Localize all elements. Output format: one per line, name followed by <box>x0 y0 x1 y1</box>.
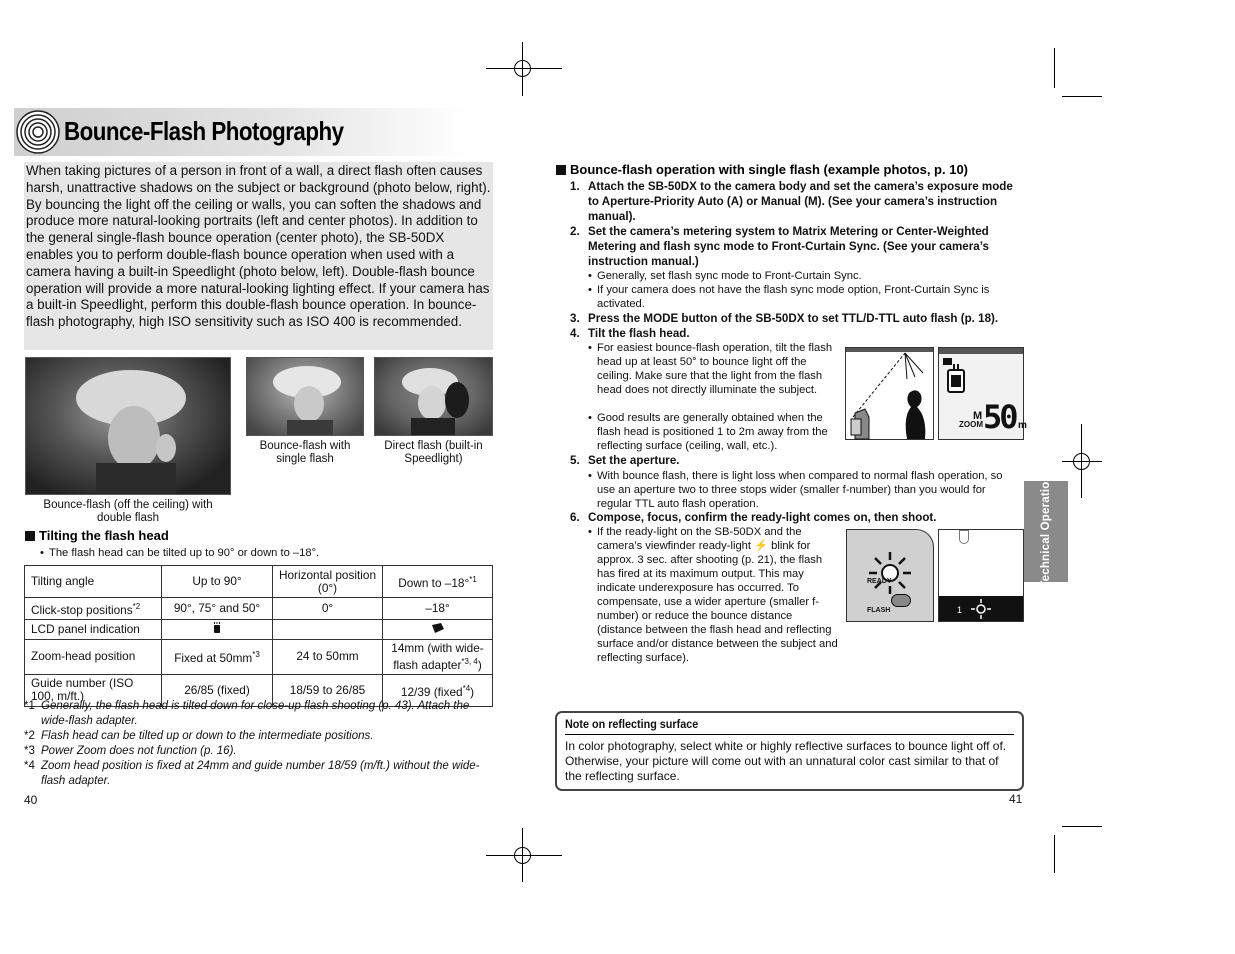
table-cell: Up to 90° <box>162 566 273 598</box>
crop-mark <box>1062 96 1102 97</box>
tilting-heading: Tilting the flash head <box>25 528 169 543</box>
table-cell: Fixed at $50mm^{*3}$ <box>162 639 273 674</box>
flash-ready-light-illustration <box>846 529 934 622</box>
table-row <box>25 598 493 620</box>
lcd-zoom-value: 50 <box>983 398 1016 436</box>
table-cell: 14mm (with wide-flash adapter$^{*3, 4}$) <box>383 639 493 674</box>
flash-head-up-icon <box>212 622 222 634</box>
tilting-bullet: • The flash head can be tilted up to 90° or down to –18°. <box>40 547 320 559</box>
step-4-bullet: • Good results are generally obtained when the flash head is positioned 1 to 2m away from the reflecting surface (ceiling, wall, etc.). <box>588 412 828 452</box>
footnote: *1 Generally, the flash head is tilted down for close-up flash shooting (p. 43). Attach the wide-flash adapter. <box>24 700 470 727</box>
step-5-bullet: • With bounce flash, there is light loss when compared to normal flash operation, so use an aperture two to three stops wider (smaller f-number) than you would for regular TTL auto flash operation. <box>588 470 1003 510</box>
registration-circle <box>514 847 531 864</box>
table-cell <box>273 619 383 639</box>
page-number-right: 41 <box>1009 792 1023 806</box>
step-2: 2. Set the camera’s metering system to Matrix Metering or Center-Weighted Metering and flash sync mode to Front-Curtain Sync. (See your camera’s instruction manual.) <box>570 225 989 268</box>
table-cell: LCD panel indication <box>25 619 162 639</box>
table-cell <box>383 619 493 639</box>
tilting-table <box>24 565 493 707</box>
photo-caption: Bounce-flash (off the ceiling) with double flash <box>43 499 213 524</box>
photo-caption: Bounce-flash with single flash <box>259 440 351 465</box>
note-box <box>555 711 1024 791</box>
table-row <box>25 639 493 674</box>
page-title: Bounce-Flash Photography <box>64 116 344 146</box>
bounce-heading: Bounce-flash operation with single flash (example photos, p. 10) <box>556 162 968 177</box>
lcd-panel-illustration <box>938 347 1027 440</box>
crop-mark <box>1062 826 1102 827</box>
side-tab-label: Technical Operation <box>1040 474 1052 588</box>
table-cell: Down to –18°$^{*1}$ <box>383 566 493 598</box>
lcd-zoom-label: ZOOM <box>959 420 983 429</box>
registration-circle <box>514 60 531 77</box>
lcd-unit: m <box>1018 420 1027 431</box>
footnote: *4 Zoom head position is fixed at 24mm and guide number 18/59 (m/ft.) without the wide-flash adapter. <box>24 760 480 787</box>
step-2-bullet: • If your camera does not have the flash sync mode option, Front-Curtain Sync is activated. <box>588 284 990 310</box>
table-cell: 12/39 (fixed$^{*4}$) <box>383 674 493 706</box>
portrait-photo-double-flash <box>25 357 231 495</box>
note-title: Note on reflecting surface <box>565 717 699 731</box>
viewfinder-illustration <box>938 529 1024 622</box>
concentric-circles-icon <box>16 110 60 154</box>
table-cell: 90°, 75° and 50° <box>162 598 273 620</box>
step-4: 4. Tilt the flash head. <box>570 327 690 340</box>
table-cell: 26/85 (fixed) <box>162 674 273 706</box>
step-1: 1. Attach the SB-50DX to the camera body and set the camera’s exposure mode to Aperture-Priority Auto (A) or Manual (M). (See your camera’s instruction manual). <box>570 180 1013 223</box>
bounce-flash-illustration <box>845 347 934 440</box>
footnote: *3 Power Zoom does not function (p. 16). <box>24 745 237 757</box>
table-cell: 0° <box>273 598 383 620</box>
flash-button <box>891 594 911 607</box>
step-4-bullet: • For easiest bounce-flash operation, tilt the flash head up at least 50° to bounce light off the ceiling. Make sure that the light from the flash head does not directly illuminate the subject. <box>588 342 833 396</box>
table-cell: 24 to 50mm <box>273 639 383 674</box>
step-3: 3. Press the MODE button of the SB-50DX to set TTL/D-TTL auto flash (p. 18). <box>570 312 999 325</box>
table-cell: Click-stop positions$^{*2}$ <box>25 598 162 620</box>
step-6-bullet: • If the ready-light on the SB-50DX and the camera’s viewfinder ready-light ⚡ blink for approx. 3 sec. after shooting (p. 21), the flash has fired at its maximum output. This may indicate underexposure has occurred. To compensate, use a wider aperture (smaller f-number) or reduce the bounce distance (distance between the flash head and reflecting surface and/or distance between the subject and reflecting surface). <box>588 526 838 664</box>
viewfinder-ready-light-icon <box>957 598 997 620</box>
table-row <box>25 619 493 639</box>
ready-label: READY <box>867 578 892 585</box>
step-5: 5. Set the aperture. <box>570 454 680 467</box>
note-body: In color photography, select white or highly reflective surfaces to bounce light off of. Otherwise, your picture will come out with an unnatural color cast similar to that of the reflecting surface. <box>565 739 1007 783</box>
intro-paragraph: When taking pictures of a person in front of a wall, a direct flash often causes harsh, unattractive shadows on the subject or background (photo below, right). By bouncing the light off the ceiling or walls, you can soften the shadows and produce more natural-looking portraits (left and center photos). In addition to the general single-flash bounce operation (center photo), the SB-50DX enables you to perform double-flash bounce operation when used with a camera having a built-in Speedlight (photo below, left). Double-flash bounce operation will provide a more natural-looking lighting effect. If your camera has a built-in Speedlight, perform this double-flash bounce operation. In bounce-flash photography, high ISO sensitivity such as ISO 400 is recommended. <box>24 162 493 350</box>
table-row <box>25 566 493 598</box>
portrait-photo-direct-flash <box>374 357 493 436</box>
table-cell: Zoom-head position <box>25 639 162 674</box>
svg-text:1: 1 <box>957 605 963 615</box>
table-cell: 18/59 to 26/85 <box>273 674 383 706</box>
table-cell: –18° <box>383 598 493 620</box>
photo-caption: Direct flash (built-in Speedlight) <box>384 440 483 465</box>
registration-circle <box>1073 453 1090 470</box>
divider <box>565 734 1014 735</box>
table-cell: Horizontal position (0°) <box>273 566 383 598</box>
table-cell: Tilting angle <box>25 566 162 598</box>
step-6: 6. Compose, focus, confirm the ready-light comes on, then shoot. <box>570 511 937 524</box>
footnote: *2 Flash head can be tilted up or down to the intermediate positions. <box>24 730 374 742</box>
ready-light-blink-icon <box>865 548 915 598</box>
flash-label: FLASH <box>867 607 891 614</box>
crop-mark <box>1054 835 1055 873</box>
lcd-mode: M <box>973 410 983 422</box>
page-number-left: 40 <box>24 793 38 807</box>
portrait-photo-single-flash <box>246 357 364 436</box>
step-2-bullet: • Generally, set flash sync mode to Front-Curtain Sync. <box>588 270 862 282</box>
table-cell <box>162 619 273 639</box>
crop-mark <box>1054 48 1055 88</box>
section-side-tab <box>1024 474 1068 588</box>
flash-head-down-icon <box>430 622 446 634</box>
flash-head-up-icon <box>942 358 968 406</box>
table-cell: Guide number (ISO 100, m/ft.) <box>25 674 162 706</box>
